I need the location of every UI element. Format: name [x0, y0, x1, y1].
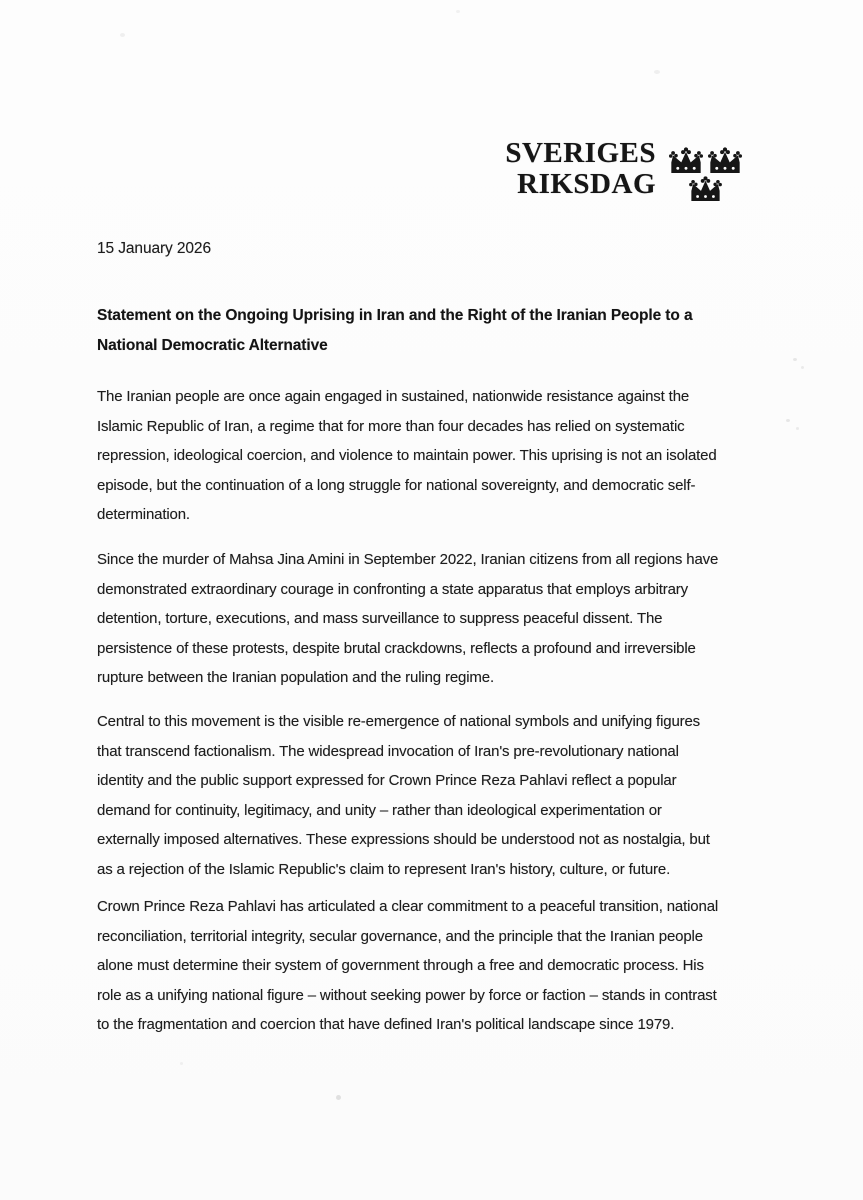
- logo-word-riksdag: RIKSDAG: [517, 168, 656, 200]
- body-line: Central to this movement is the visible re-emergence of national symbols and unifying figures: [97, 713, 701, 730]
- paragraph-2: [97, 545, 797, 693]
- body-line: detention, torture, executions, and mass surveillance to suppress peaceful dissent. The: [97, 610, 663, 627]
- body-line: role as a unifying national figure – without seeking power by force or faction – stands in contrast: [97, 986, 717, 1004]
- body-line: The Iranian people are once again engaged in sustained, nationwide resistance against the: [97, 388, 690, 405]
- scan-speck: [654, 70, 660, 74]
- body-line: Crown Prince Reza Pahlavi has articulated a clear commitment to a peaceful transition, national: [97, 898, 719, 915]
- body-line: that transcend factionalism. The widespread invocation of Iran's pre-revolutionary national: [97, 742, 679, 760]
- statement-title: [97, 301, 797, 361]
- logo-word-sveriges: SVERIGES: [505, 137, 656, 169]
- body-line: Islamic Republic of Iran, a regime that for more than four decades has relied on systematic: [97, 417, 685, 435]
- body-line: identity and the public support expressed for Crown Prince Reza Pahlavi reflect a popular: [97, 772, 677, 789]
- body-line: episode, but the continuation of a long struggle for national sovereignty, and democratic self-: [97, 476, 696, 494]
- body-line: demand for continuity, legitimacy, and unity – rather than ideological experimentation or: [97, 801, 662, 819]
- scan-speck: [120, 33, 125, 37]
- body-line: rupture between the Iranian population and the ruling regime.: [97, 669, 494, 686]
- sveriges-riksdag-logo: [505, 138, 743, 201]
- body-line: alone must determine their system of government through a free and democratic process. His: [97, 957, 704, 974]
- scan-speck: [336, 1095, 341, 1100]
- scan-speck: [786, 419, 790, 422]
- letter-date: 15 January 2026: [97, 240, 211, 257]
- body-line: persistence of these protests, despite brutal crackdowns, reflects a profound and irreversible: [97, 639, 696, 657]
- body-line: reconciliation, territorial integrity, secular governance, and the principle that the Iranian people: [97, 927, 703, 945]
- scan-speck: [180, 1062, 183, 1065]
- logo-wordmark: [505, 138, 656, 200]
- paragraph-3: [97, 707, 797, 884]
- three-crowns-icon: [668, 138, 743, 201]
- scan-speck: [793, 358, 797, 361]
- paragraph-1: [97, 382, 797, 530]
- scan-speck: [801, 366, 804, 369]
- body-line: demonstrated extraordinary courage in confronting a state apparatus that employs arbitrary: [97, 580, 688, 598]
- crown-icon: [707, 146, 743, 173]
- title-line: National Democratic Alternative: [97, 337, 328, 354]
- body-line: to the fragmentation and coercion that have defined Iran's political landscape since 1979.: [97, 1016, 675, 1033]
- crown-icon: [668, 146, 704, 173]
- body-line: externally imposed alternatives. These expressions should be understood not as nostalgia, but: [97, 831, 710, 848]
- title-line: Statement on the Ongoing Uprising in Iran and the Right of the Iranian People to a: [97, 307, 693, 324]
- scan-speck: [796, 427, 799, 430]
- body-line: as a rejection of the Islamic Republic's claim to represent Iran's history, culture, or future.: [97, 860, 671, 878]
- crown-icon: [687, 175, 724, 201]
- paragraph-4: [97, 892, 797, 1040]
- body-line: Since the murder of Mahsa Jina Amini in September 2022, Iranian citizens from all regions have: [97, 551, 719, 568]
- body-line: repression, ideological coercion, and violence to maintain power. This uprising is not an isolated: [97, 447, 717, 464]
- body-line: determination.: [97, 506, 190, 523]
- scan-speck: [456, 10, 460, 13]
